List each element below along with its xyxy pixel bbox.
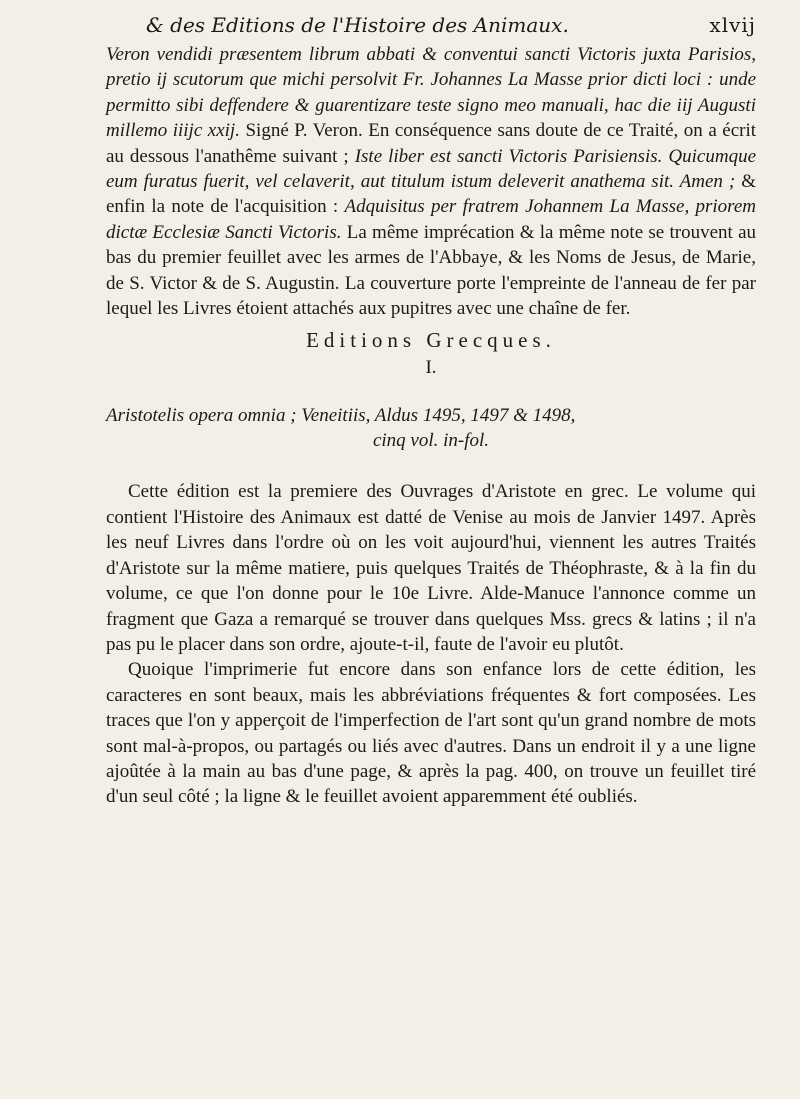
french-commentary: Signé P. Veron. En conséquence sans doute de ce Traité, on a écrit au dessous l'anathême suivant ; bbox=[106, 120, 757, 167]
paragraph-deed bbox=[106, 42, 756, 321]
paragraph-printing: Quoique l'imprimerie fut encore dans son enfance lors de cette édition, les caracteres en sont beaux, mais les abbréviations fréquentes & fort composées. Les traces que l'on y apperçoit de l'imperfection de l'art sont qu'un grand nombre de mots sont mal-à-propos, ou partagés ou liés avec d'autres. Dans un endroit il y a une ligne ajoûtée à la main au bas d'une page, & après la pag. 400, on trouve un feuillet tiré d'un seul côté ; la ligne & le feuillet avoient apparemment été oubliés. bbox=[106, 659, 756, 808]
section-numeral: I. bbox=[425, 357, 437, 379]
latin-anathema: Iste liber est sancti Victoris Parisiensis. Quicumque eum furatus fuerit, vel celaverit, aut titulum istum deleverit anathema sit. Amen ; bbox=[106, 145, 756, 193]
entry-title: Aristotelis opera omnia ; Veneitiis, Aldus 1495, 1497 & 1498, bbox=[106, 405, 576, 427]
latin-deed: Veron vendidi præsentem librum abbati & conventui sancti Victoris juxta Parisios, pretio ij scutorum que michi persolvit Fr. Johannes La Masse prior dicti loci : unde permitto sibi deffendere & guarentizare teste signo meo manuali, hac die iij Augusti millemo iiijc xxij. bbox=[106, 44, 756, 142]
running-title: & des Editions de l'Histoire des Animaux. bbox=[146, 13, 569, 37]
paragraph-edition: Cette édition est la premiere des Ouvrages d'Aristote en grec. Le volume qui contient l'Histoire des Animaux est datté de Venise au mois de Janvier 1497. Après les neuf Livres dans l'ordre où on les voit aujourd'hui, viennent les autres Traités d'Aristote sur la même matiere, puis quelques Traités de Théophraste, & à la fin du volume, ce que l'on donne pour le 10e Livre. Alde-Manuce l'annonce comme un fragment que Gaza a remarqué se trouver dans quelques Mss. grecs & latins ; il n'a pas pu le placer dans son ordre, ajoute-t-il, faute de l'avoir eu plutôt. bbox=[106, 481, 756, 655]
latin-acquisition: Adquisitus per fratrem Johannem La Masse, priorem dictæ Ecclesiæ Sancti Victoris. bbox=[106, 196, 756, 243]
french-description: La même imprécation & la même note se trouvent au bas du premier feuillet avec les armes de l'Abbaye, & les Noms de Jesus, de Marie, de S. Victor & de S. Augustin. La couverture porte l'empreinte de l'anneau de fer par lequel les Livres étoient attachés aux pupitres avec une chaîne de fer. bbox=[106, 221, 757, 320]
bibliographic-entry bbox=[106, 403, 756, 453]
page-number: xlvij bbox=[709, 13, 756, 37]
section-heading: Editions Grecques. bbox=[306, 328, 556, 353]
running-head bbox=[106, 12, 756, 38]
french-acquisition-note: & enfin la note de l'acquisition : bbox=[106, 171, 757, 218]
entry-format: cinq vol. in-fol. bbox=[372, 430, 490, 452]
